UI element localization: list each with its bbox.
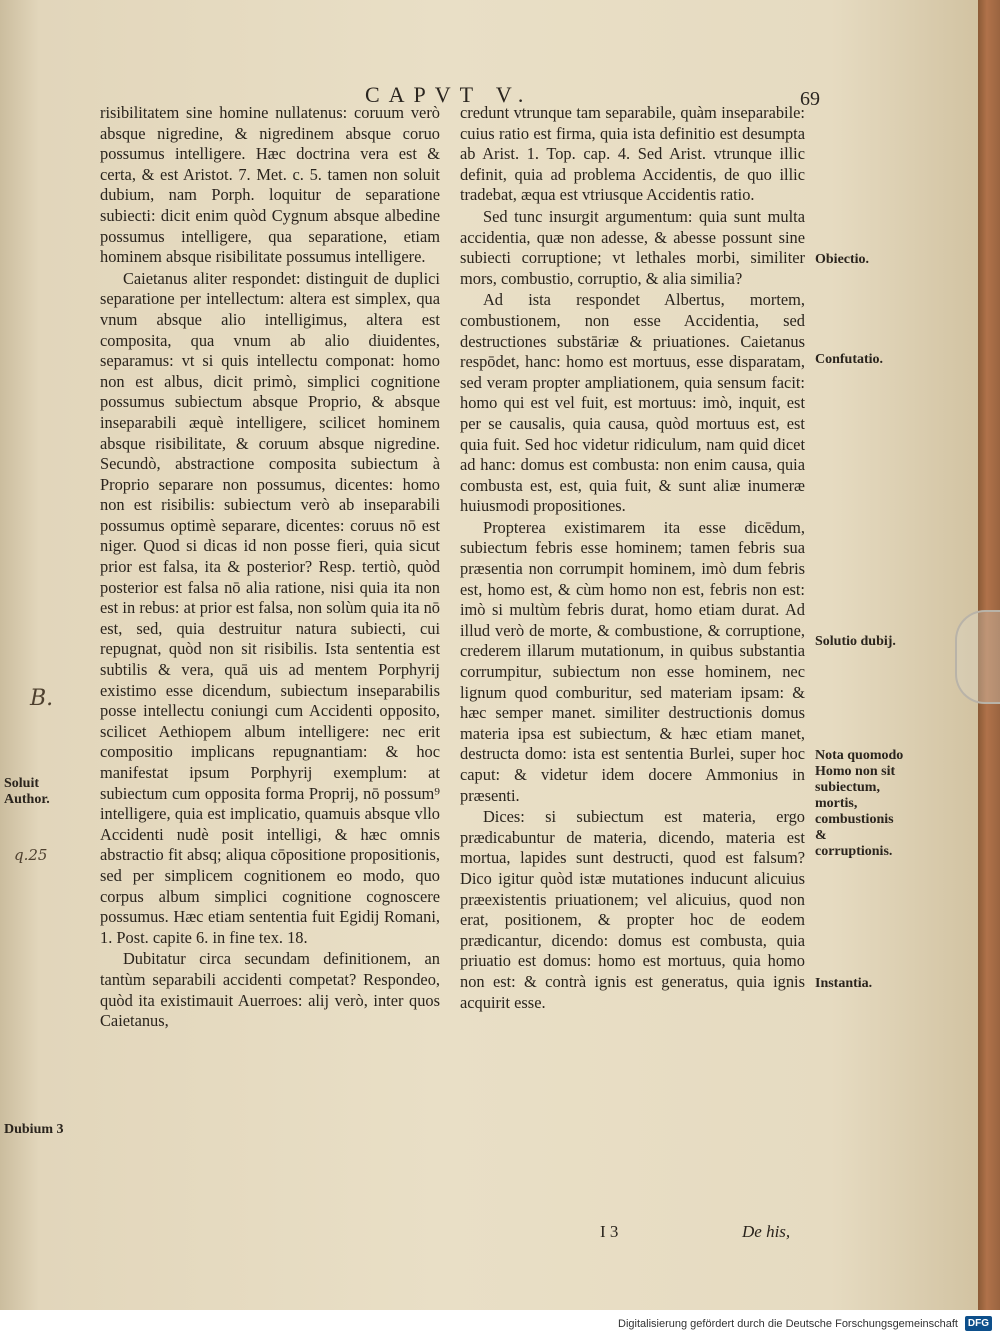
paragraph: Sed tunc insurgit argumentum: quia sunt multa accidentia, quæ non adesse, & abesse possunt sine subiecti corruptione; vt lethales morbi, similiter mors, combustio, corruptio, & alia similia?: [460, 206, 805, 288]
margin-note-nota: Nota quomodo Homo non sit subiectum, mortis, combustionis & corruptionis.: [815, 748, 904, 859]
margin-note-confutatio: Confutatio.: [815, 352, 884, 367]
right-text-column: [460, 103, 805, 1013]
paragraph: Ad ista respondet Albertus, mortem, combustionem, non esse Accidentia, sed destructiones substāriæ & priuationes. Caietanus respōdet, hanc: homo est mortuus, esse disparatam, sed veram propter ampliationem, quia sensum facit: homo qui est vel fuit, est mortuus: imò, inquit, est per se causalis, quia causa, quòd mortuus est, est quia fuit. Sed hoc videtur ridiculum, nam quid dicet ad hanc: domus est combusta: non enim causa, quia combusta est, est, quia fuit, & sunt aliæ inumeræ huiusmodi propositiones.: [460, 290, 805, 516]
paragraph: risibilitatem sine homine nullatenus: coruum verò absque nigredine, & nigredinem absque coruo possumus intelligere. Hæc doctrina vera est & certa, & est Aristot. 7. Met. c. 5. tamen non soluit dubium, nam Porph. loquitur de separatione subiecti: dicit enim quòd Cygnum absque albedine possumus intelligere, qua separatione, etiam hominem absque risibilitate possumus intelligere.: [100, 103, 440, 267]
margin-note-instantia: Instantia.: [815, 976, 873, 991]
left-text-column: [100, 103, 440, 1032]
running-title: CAPVT V.: [365, 82, 533, 107]
paragraph: Propterea existimarem ita esse dicēdum, subiectum febris esse hominem; tamen febris sua præsentia non corrumpit hominem, imò dum febris est, homo est, & cùm homo non est, febris non est: imò si multùm febris durat, homo etiam durat. Ad illud verò de morte, & combustione, & corruptione, crederem illarum mutationum, in quibus substantia corrumpitur, subiectum non esse hominem, nec lignum quod comburitur, sed materiam ipsam: & hæc semper manet. similiter destructionis domus materia ipsa est subiectum, & hæc etiam manet, destructa domo: ista est sententia Burlei, super hoc caput: & videtur idem docere Ammonius in præsenti.: [460, 517, 805, 805]
paragraph: Dubitatur circa secundam definitionem, an tantùm separabili accidenti competat? Respondeo, quòd ita existimauit Auerroes: alij verò, inter quos Caietanus,: [100, 949, 440, 1031]
folio-number: 69: [800, 88, 820, 110]
margin-note-dubium: Dubium 3: [4, 1122, 64, 1137]
footer-bar: [0, 1310, 1000, 1338]
paragraph: Dices: si subiectum est materia, ergo prædicabuntur de materia, dicendo, materia est mortua, lapides sunt destructi, quod est falsum? Dico igitur quòd istæ mutationes inducunt alicuius præexistentis priuationem; vel alicuius, quod non erat, positionem, & propter hoc de eodem prædicantur, dicendo: domus est combusta, quia priuatio est domus: homo est mortuus, quia homo non est: & contrà ignis est generatus, quia ignis acquirit esse.: [460, 807, 805, 1012]
handwritten-mark: q.25: [14, 846, 48, 864]
catchword: De his,: [742, 1222, 791, 1241]
margin-note-soluit: Soluit Author.: [4, 776, 50, 807]
paragraph: Caietanus aliter respondet: distinguit de duplici separatione per intellectum: altera est simplex, qua vnum absque alio intelligimus, altera est composita, qua vnum ab alio diuidentes, separamus: vt si quis intellectu componat: homo non est albus, dicit primò, simplici cognitione possumus subiectum absque Proprio, & absque inseparabili æquè intelligere, scilicet hominem absque risibilitate, & coruum absque nigredine. Secundò, abstractione composita subiectum à Proprio separare non possumus, dicentes: homo non est risibilis: subiectum verò ab inseparabili possumus optimè separare, dicentes: coruus nō est niger. Quod si dicas id non posse fieri, quia sicut prior est falsa, ita & posterior? Resp. tertiò, quòd posterior est falsa nō alia ratione, nisi quia ita non est in rebus: at prior est falsa, non solùm quia ita nō est, sed, quia destruitur natura subiecti, cui repugnat, quòd non sit risibilis. Ista sententia est subtilis & vera, quā uis ad mentem Porphyrij existimo esse dicendum, subiectum inseparabilis posse intellectu coniungi cum Accidenti opposito, scilicet Aethiopem album intelligere: nec erit compositio implicans repugnantiam: & hoc manifestat ipsum Porphyrij exemplum: at subiectum cum opposita forma Proprij, nō possum⁹ intelligere, quia est implicatio, quamuis absque vllo Accidenti nudè posit intelligi, & hæc omnis abstractio fit absq; aliqua cōpositione propositionis, sed per simplicem cognitionem eo modo, quo corpus album simplici cognitione cognoscere possumus. Hæc etiam sententia fuit Egidij Romani, 1. Post. capite 6. in fine tex. 18.: [100, 268, 440, 947]
page-clip: [955, 610, 1000, 704]
margin-note-solutio: Solutio dubij.: [815, 634, 896, 649]
signature-mark: I 3: [600, 1222, 619, 1241]
dfg-logo-icon: DFG: [965, 1316, 992, 1331]
paragraph: credunt vtrunque tam separabile, quàm inseparabile: cuius ratio est firma, quia ista definitio est desumpta ab Arist. 1. Top. cap. 4. Sed Arist. vtrunque illic definit, quia ad problema Accidentis, de quo illic tradebat, æqua est vtriusque Accidentis ratio.: [460, 103, 805, 205]
handwritten-mark: B.: [30, 686, 54, 711]
footer-credit: Digitalisierung gefördert durch die Deutsche Forschungsgemeinschaft: [618, 1318, 958, 1330]
margin-note-objectio: Obiectio.: [815, 252, 870, 267]
